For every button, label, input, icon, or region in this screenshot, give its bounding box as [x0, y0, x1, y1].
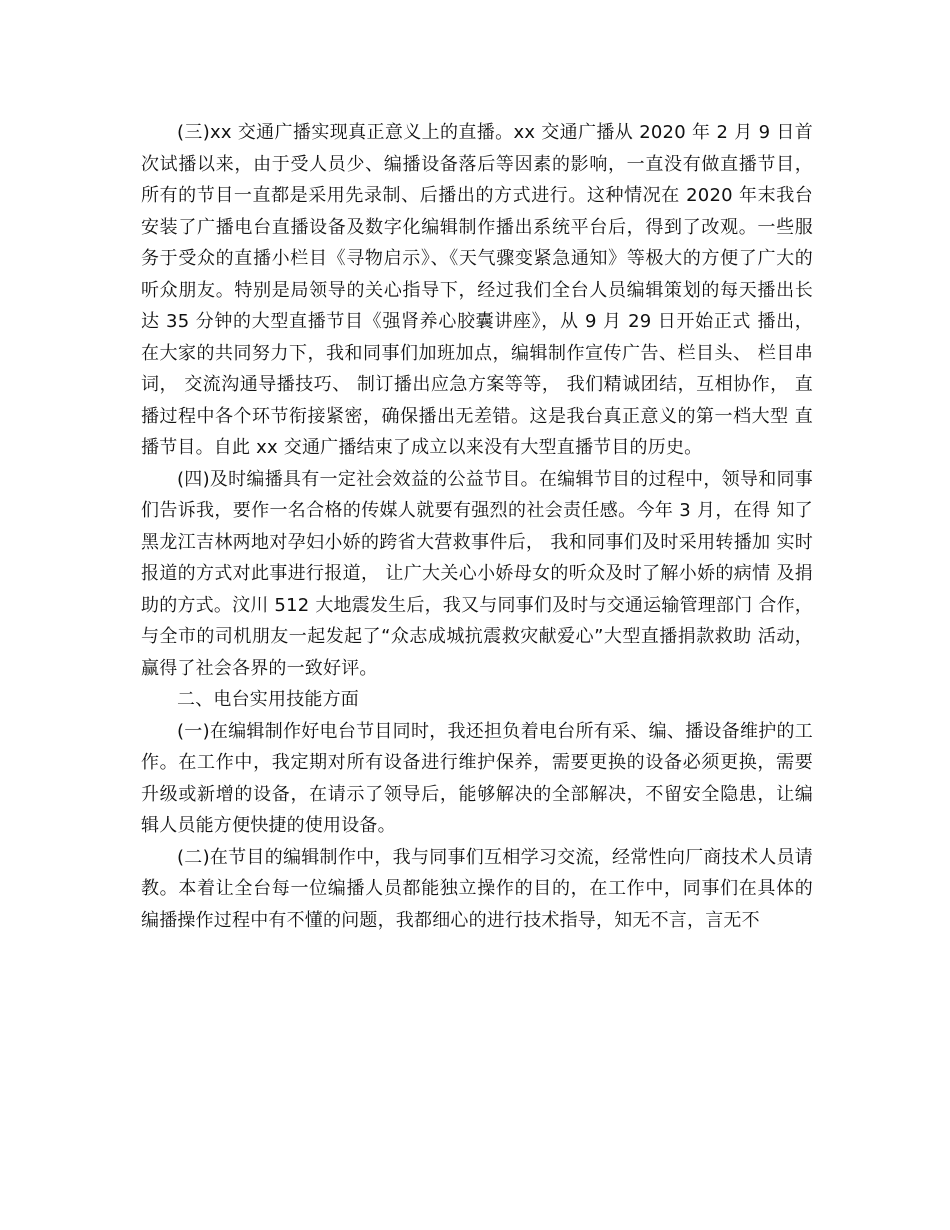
paragraph-public-welfare: (四)及时编播具有一定社会效益的公益节目。在编辑节目的过程中，领导和同事们告诉我，要作一名合格的传媒人就要有强烈的社会责任感。今年 3 月，在得 知了黑龙江吉林两地对孕妇小娇的跨省大营救事件后， 我和同事们及时采用转播加 实时报道的方式对此事进行报道， 让广大关心小娇母女的听众及时了解小娇的病情 及捐助的方式。汶川 512 大地震发生后，我又与同事们及时与交通运输管理部门 合作，与全市的司机朋友一起发起了“众志成城抗震救灾献爱心”大型直播捐款救助 活动，赢得了社会各界的一致好评。 — [141, 468, 813, 679]
paragraph-live-broadcast: (三)xx 交通广播实现真正意义上的直播。xx 交通广播从 2020 年 2 月 9 日首次试播以来，由于受人员少、编播设备落后等因素的影响，一直没有做直播节目，所有的节目一直都是采用先录制、后播出的方式进行。这种情况在 2020 年末我台安装了广播电台直播设备及数字化编辑制作播出系统平台后，得到了改观。一些服务于受众的直播小栏目《寻物启示》、《天气骤变紧急通知》等极大的方便了广大的听众朋友。特别是局领导的关心指导下，经过我们全台人员编辑策划的每天播出长达 35 分钟的大型直播节目《强肾养心胶囊讲座》，从 9 月 29 日开始正式 播出，在大家的共同努力下，我和同事们加班加点，编辑制作宣传广告、栏目头、 栏目串词， 交流沟通导播技巧、 制订播出应急方案等等， 我们精诚团结，互相协作， 直播过程中各个环节衔接紧密，确保播出无差错。这是我台真正意义的第一档大型 直播节目。自此 xx 交通广播结束了成立以来没有大型直播节目的历史。 — [141, 122, 813, 458]
paragraph-equipment-maintenance: (一)在编辑制作好电台节目同时，我还担负着电台所有采、编、播设备维护的工作。在工作中，我定期对所有设备进行维护保养，需要更换的设备必须更换，需要升级或新增的设备，在请示了领导后，能够解决的全部解决，不留安全隐患，让编辑人员能方便快捷的使用设备。 — [141, 720, 813, 836]
section-heading-practical-skills: 二、电台实用技能方面 — [177, 689, 359, 710]
document-body — [141, 117, 813, 936]
paragraph-technical-guidance: (二)在节目的编辑制作中，我与同事们互相学习交流，经常性向厂商技术人员请教。本着让全台每一位编播人员都能独立操作的目的，在工作中，同事们在具体的编播操作过程中有不懂的问题，我都细心的进行技术指导，知无不言，言无不 — [141, 846, 813, 931]
